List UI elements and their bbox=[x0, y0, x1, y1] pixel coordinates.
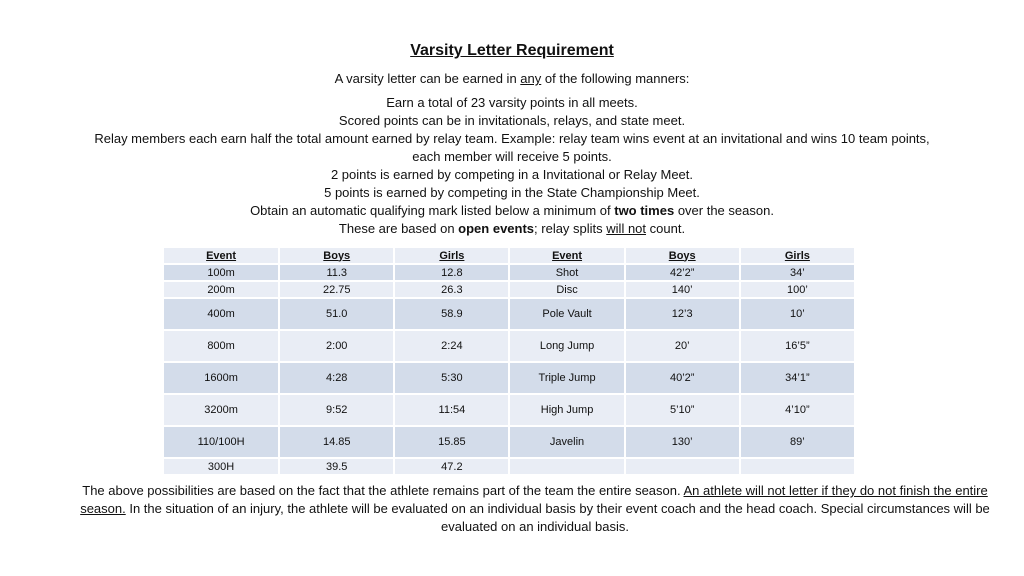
table-cell: 15.85 bbox=[394, 426, 509, 458]
table-cell: 39.5 bbox=[279, 458, 394, 475]
table-cell: 34’1” bbox=[740, 362, 855, 394]
table-cell: 58.9 bbox=[394, 298, 509, 330]
relay-line-1: Relay members each earn half the total amount earned by relay team. Example: relay team wins event at an invitational and wins 10 team points, bbox=[94, 131, 930, 146]
table-cell: 11.3 bbox=[279, 264, 394, 281]
table-cell: 5:30 bbox=[394, 362, 509, 394]
footer-part-2: In the situation of an injury, the athlete will be evaluated on an individual basis by their event coach and the head coach. Special circumstances will be evaluated on an individual basis. bbox=[125, 501, 990, 534]
footer-part-1: The above possibilities are based on the fact that the athlete remains part of the team the entire season. bbox=[82, 483, 684, 498]
scored-points-line: Scored points can be in invitationals, relays, and state meet. bbox=[338, 113, 686, 128]
table-cell: 200m bbox=[164, 281, 279, 298]
table-cell: 3200m bbox=[164, 394, 279, 426]
table-cell: 100m bbox=[164, 264, 279, 281]
qualify-bold: two times bbox=[614, 203, 675, 218]
table-cell: 400m bbox=[164, 298, 279, 330]
table-cell: 10’ bbox=[740, 298, 855, 330]
table-cell: 110/100H bbox=[164, 426, 279, 458]
state-points-line: 5 points is earned by competing in the State Championship Meet. bbox=[324, 185, 700, 200]
table-cell: 51.0 bbox=[279, 298, 394, 330]
table-cell: 300H bbox=[164, 458, 279, 475]
table-cell: Triple Jump bbox=[509, 362, 624, 394]
table-cell: Long Jump bbox=[509, 330, 624, 362]
qualify-suffix: over the season. bbox=[674, 203, 774, 218]
table-cell: 800m bbox=[164, 330, 279, 362]
relay-line-2: each member will receive 5 points. bbox=[412, 149, 612, 164]
table-row bbox=[164, 264, 855, 281]
intro-prefix: A varsity letter can be earned in bbox=[334, 71, 521, 86]
table-cell: High Jump bbox=[509, 394, 624, 426]
header-cell: Boys bbox=[625, 248, 740, 264]
table-cell: 16’5” bbox=[740, 330, 855, 362]
table-cell: 14.85 bbox=[279, 426, 394, 458]
table-cell bbox=[740, 458, 855, 475]
footer-note bbox=[60, 482, 1010, 536]
table-row bbox=[164, 281, 855, 298]
qualify-line bbox=[0, 202, 1024, 220]
table-row bbox=[164, 394, 855, 426]
based-middle: ; relay splits bbox=[534, 221, 607, 236]
table-cell: Pole Vault bbox=[509, 298, 624, 330]
invitational-points-line: 2 points is earned by competing in a Invitational or Relay Meet. bbox=[330, 167, 694, 182]
table-cell bbox=[625, 458, 740, 475]
table-cell: Javelin bbox=[509, 426, 624, 458]
table-cell: 5’10” bbox=[625, 394, 740, 426]
based-underline: will not bbox=[606, 221, 647, 236]
table-header-row bbox=[164, 248, 855, 264]
header-cell: Girls bbox=[394, 248, 509, 264]
table-row bbox=[164, 362, 855, 394]
qualify-prefix: Obtain an automatic qualifying mark listed below a minimum of bbox=[250, 203, 615, 218]
table-cell: 1600m bbox=[164, 362, 279, 394]
table-cell bbox=[509, 458, 624, 475]
table-cell: 4:28 bbox=[279, 362, 394, 394]
header-cell: Boys bbox=[279, 248, 394, 264]
table-cell: 9:52 bbox=[279, 394, 394, 426]
based-suffix: count. bbox=[646, 221, 686, 236]
table-cell: 20’ bbox=[625, 330, 740, 362]
qualifying-marks-table bbox=[164, 248, 856, 476]
table-cell: 12.8 bbox=[394, 264, 509, 281]
table-cell: 2:24 bbox=[394, 330, 509, 362]
table-cell: 140’ bbox=[625, 281, 740, 298]
footer-underlined: An athlete will not letter if they do not finish the entire season. bbox=[80, 483, 988, 516]
table-row bbox=[164, 426, 855, 458]
table-row bbox=[164, 330, 855, 362]
intro-emphasis: any bbox=[520, 71, 542, 86]
table-cell: 42’2” bbox=[625, 264, 740, 281]
table-cell: 89’ bbox=[740, 426, 855, 458]
table-row bbox=[164, 298, 855, 330]
table-cell: 11:54 bbox=[394, 394, 509, 426]
table-cell: 4’10” bbox=[740, 394, 855, 426]
table-cell: 2:00 bbox=[279, 330, 394, 362]
page-title: Varsity Letter Requirement bbox=[410, 42, 614, 59]
table-row bbox=[164, 458, 855, 475]
header-cell: Event bbox=[164, 248, 279, 264]
table-cell: Shot bbox=[509, 264, 624, 281]
open-events-line bbox=[0, 220, 1024, 238]
table-cell: 12’3 bbox=[625, 298, 740, 330]
table-cell: 22.75 bbox=[279, 281, 394, 298]
table-cell: 47.2 bbox=[394, 458, 509, 475]
points-total-line: Earn a total of 23 varsity points in all meets. bbox=[386, 95, 638, 110]
based-bold: open events bbox=[458, 221, 535, 236]
table-cell: 34’ bbox=[740, 264, 855, 281]
table-cell: 40’2” bbox=[625, 362, 740, 394]
table-cell: 130’ bbox=[625, 426, 740, 458]
header-cell: Girls bbox=[740, 248, 855, 264]
intro-line bbox=[0, 70, 1024, 88]
table-cell: 100’ bbox=[740, 281, 855, 298]
table-cell: Disc bbox=[509, 281, 624, 298]
intro-suffix: of the following manners: bbox=[541, 71, 690, 86]
based-prefix: These are based on bbox=[338, 221, 459, 236]
header-cell: Event bbox=[509, 248, 624, 264]
table-cell: 26.3 bbox=[394, 281, 509, 298]
